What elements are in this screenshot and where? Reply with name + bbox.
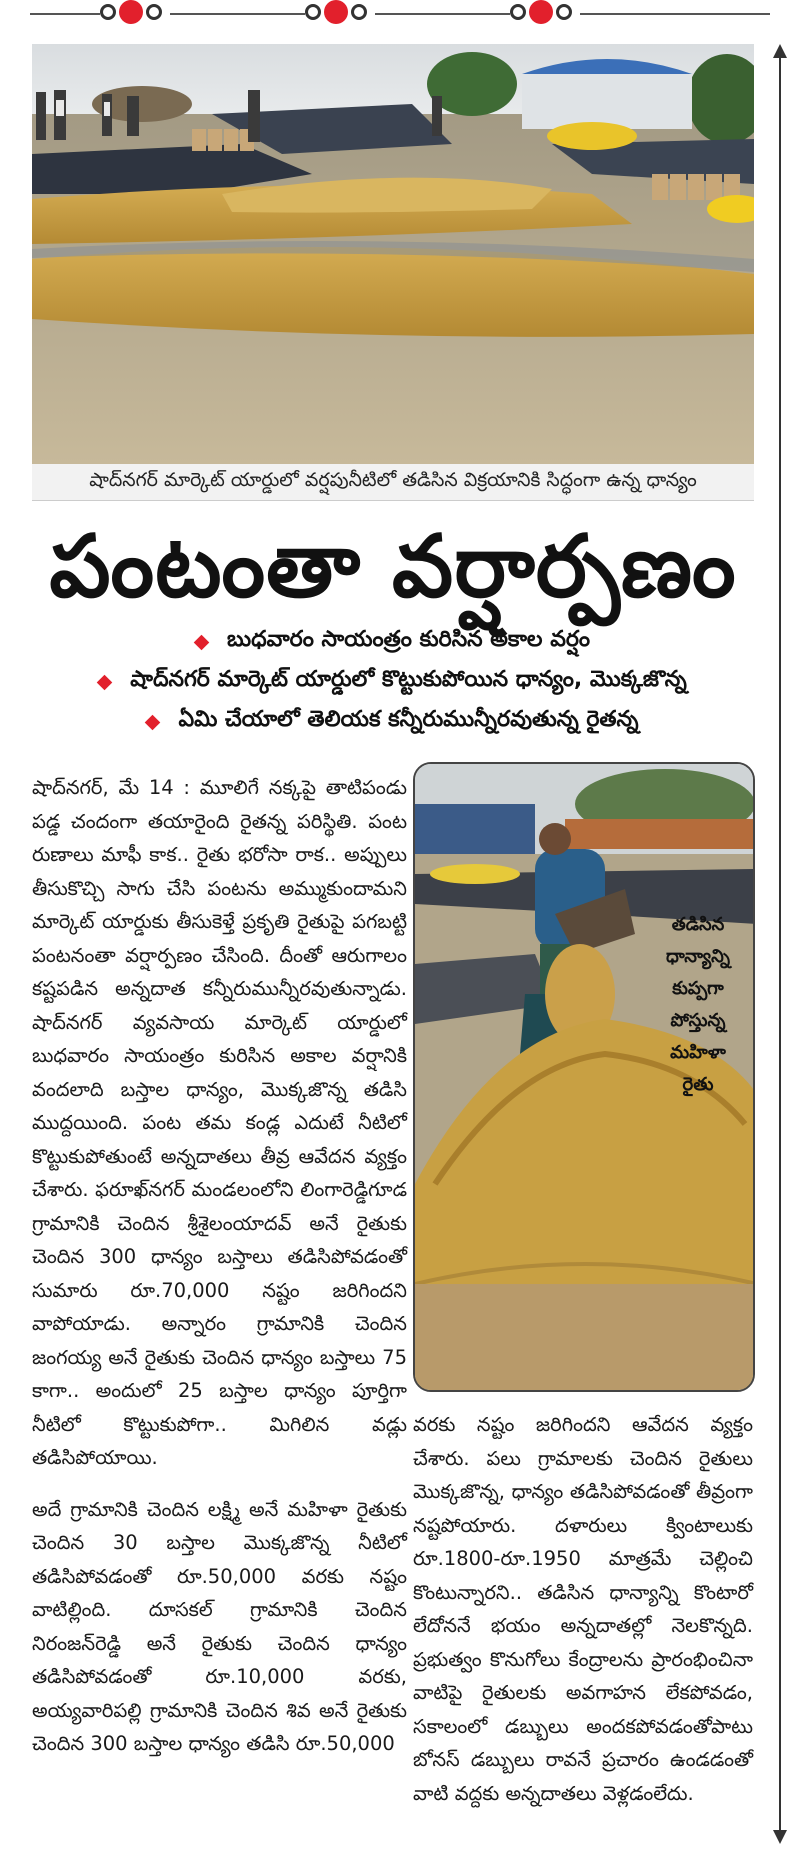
scroll-indicator[interactable] (772, 44, 788, 1844)
market-yard-photo (32, 44, 754, 464)
subhead: ఏమి చేయాలో తెలియక కన్నీరుమున్నీరవుతున్న రైతన్న (32, 702, 754, 742)
arrow-down-icon[interactable] (773, 1830, 787, 1844)
ornament-dots (100, 0, 162, 24)
top-ornament-divider (30, 0, 800, 28)
headline: పంటంతా వర్షార్పణం (49, 517, 737, 617)
woman-farmer-photo (413, 762, 755, 1392)
diamond-bullet-icon (97, 674, 113, 690)
article-paragraph: షాద్‌నగర్, మే 14 : మూలిగే నక్కపై తాటిపండు పడ్డ చందంగా తయారైంది రైతన్న పరిస్థితి. పంట రుణాలు మాఫీ కాక.. రైతు భరోసా రాక.. అప్పులు తీసుకొచ్చి సాగు చేసి పంటను అమ్ముకుందామని మార్కెట్ యార్డుకు తీసుకెళ్తే ప్రకృతి రైతుపై పగబట్టి పంటనంతా వర్షార్పణం చేసింది. దీంతో ఆరుగాలం కష్టపడిన అన్నదాత కన్నీరుమున్నీరవుతున్నాడు. షాద్‌నగర్ వ్యవసాయ మార్కెట్ యార్డులో బుధవారం సాయంత్రం కురిసిన అకాల వర్షానికి వందలాది బస్తాల ధాన్యం, మొక్కజొన్న తడిసి ముద్దయింది. పంట తమ కండ్ల ఎదుటే నీటిలో కొట్టుకుపోతుంటే అన్నదాతలు తీవ్ర ఆవేదన వ్యక్తం చేశారు. ఫరూఖ్‌నగర్ మండలంలోని లింగారెడ్డిగూడ గ్రామానికి చెందిన శ్రీశైలంయాదవ్ అనే రైతుకు చెందిన 300 ధాన్యం బస్తాలు తడిసిపోవడంతో సుమారు రూ.70,000 నష్టం జరిగిందని వాపోయాడు. అన్నారం గ్రామానికి చెందిన జంగయ్య అనే రైతుకు చెందిన ధాన్యం బస్తాలు 75 కాగా.. అందులో 25 బస్తాల ధాన్యం పూర్తిగా నీటిలో కొట్టుకుపోగా.. మిగిలిన వడ్లు తడిసిపోయాయి. (32, 776, 407, 1469)
subhead: బుధవారం సాయంత్రం కురిసిన అకాల వర్షం (32, 622, 754, 662)
article-column-left (32, 771, 407, 1761)
subheads (32, 622, 754, 742)
article-paragraph: వరకు నష్టం జరిగిందని ఆవేదన వ్యక్తం చేశారు. పలు గ్రామాలకు చెందిన రైతులు మొక్కజొన్న, ధాన్యం తడిసిపోవడంతో తీవ్రంగా నష్టపోయారు. దళారులు క్వింటాలుకు రూ.1800-రూ.1950 మాత్రమే చెల్లించి కొంటున్నారని.. తడిసిన ధాన్యాన్ని కొంటారో లేదోననే భయం అన్నదాతల్లో నెలకొన్నది. ప్రభుత్వం కొనుగోలు కేంద్రాలను ప్రారంభించినా వాటిపై రైతులకు అవగాహన లేకపోవడం, సకాలంలో డబ్బులు అందకపోవడంతోపాటు బోనస్ డబ్బులు రావనే ప్రచారం ఉండడంతో వాటి వద్దకు అన్నదాతలు వెళ్లడంలేదు. (413, 1413, 753, 1805)
ornament-dots (305, 0, 367, 24)
subhead: షాద్‌నగర్ మార్కెట్ యార్డులో కొట్టుకుపోయిన ధాన్యం, మొక్కజొన్న (32, 662, 754, 702)
scroll-track[interactable] (779, 56, 781, 1832)
ornament-dots (510, 0, 572, 24)
article-column-right (413, 1408, 753, 1810)
diamond-bullet-icon (194, 634, 210, 650)
photo-label: తడిసిన ధాన్యాన్ని కుప్పగా పోస్తున్న మహిళా రైతు (666, 914, 730, 1095)
photo-caption: షాద్‌నగర్ మార్కెట్ యార్డులో వర్షపునీటిలో తడిసిన విక్రయానికి సిద్ధంగా ఉన్న ధాన్యం (32, 464, 754, 501)
diamond-bullet-icon (145, 714, 161, 730)
article-paragraph: అదే గ్రామానికి చెందిన లక్ష్మి అనే మహిళా రైతుకు చెందిన 30 బస్తాల మొక్కజొన్న నీటిలో తడిసిపోవడంతో రూ.50,000 వరకు నష్టం వాటిల్లింది. దూసకల్ గ్రామానికి చెందిన నిరంజన్‌రెడ్డి అనే రైతుకు చెందిన ధాన్యం తడిసిపోవడంతో రూ.10,000 వరకు, అయ్యవారిపల్లి గ్రామానికి చెందిన శివ అనే రైతుకు చెందిన 300 బస్తాల ధాన్యం తడిసి రూ.50,000 (32, 1497, 407, 1755)
